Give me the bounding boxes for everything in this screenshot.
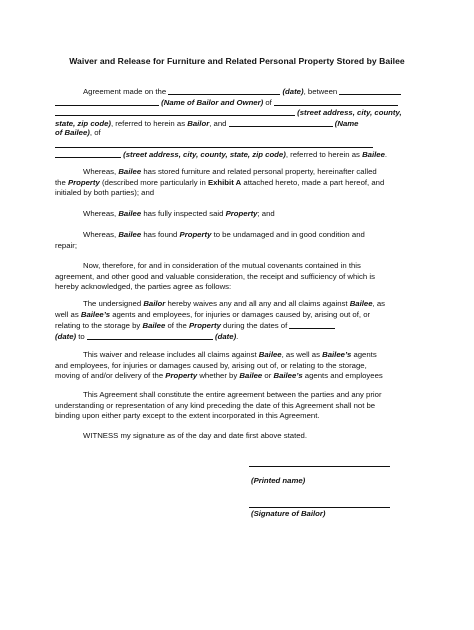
text-run: Bailee [239, 371, 263, 380]
paragraph-line [55, 299, 421, 310]
text-run: , as [372, 299, 386, 308]
text-run: agents [353, 350, 377, 359]
text-run: has found [143, 230, 178, 239]
text-run: Bailee [118, 209, 142, 218]
printed-name-label: (Printed name) [251, 476, 306, 485]
paragraph-line [55, 178, 421, 189]
text-run: ; and [257, 209, 275, 218]
paragraph-line [55, 320, 421, 331]
paragraph-line [55, 128, 421, 139]
text-run: , between [303, 87, 338, 96]
text-run: (street address, city, county, [297, 108, 402, 117]
text-run: Property [189, 321, 221, 330]
text-run: agents and employees, for injuries or damages caused by, arising out of, or [112, 309, 371, 319]
bailee-address-blank [55, 149, 121, 158]
text-run: Property [165, 371, 198, 380]
paragraph-line: repair; [55, 240, 77, 250]
text-run: of the [167, 321, 187, 330]
text-run: during the dates of [223, 321, 288, 330]
paragraph-line: Now, therefore, for and in consideration of the mutual covenants contained in this [83, 261, 361, 270]
witness-paragraph [55, 431, 421, 442]
paragraph-line [55, 167, 421, 178]
text-run: of Bailee) [55, 128, 90, 137]
paragraph-line [55, 209, 421, 220]
text-run: . [384, 150, 388, 159]
text-run: of [265, 97, 272, 107]
bailor-address-blank [55, 107, 295, 116]
text-run: to be undamaged and in good condition and [213, 230, 365, 239]
text-run: (Name of Bailor and Owner) [161, 97, 264, 107]
text-run: Bailor [187, 118, 210, 128]
text-run: , and [209, 118, 227, 128]
paragraph-line: This Agreement shall constitute the entire agreement between the parties and any prior [83, 390, 382, 399]
text-run: Bailor [143, 299, 166, 308]
bailee-name-blank [229, 118, 333, 127]
text-run: Whereas, [83, 230, 117, 239]
paragraph-line: hereby acknowledged, the parties agree as follows: [55, 282, 232, 291]
bailor-address-blank [274, 97, 398, 106]
text-run: Exhibit A [207, 177, 242, 187]
text-run: , referred to herein as [285, 150, 360, 159]
paragraph-line: WITNESS my signature as of the day and date first above stated. [83, 431, 308, 440]
text-run: (described more particularly in [101, 177, 206, 187]
text-run: (date) [55, 331, 77, 341]
release-scope-paragraph [55, 350, 421, 382]
text-run: has stored furniture and related personal property, hereinafter called [143, 167, 377, 176]
paragraph-line [55, 371, 421, 382]
paragraph-line: and employees, for injuries or damages caused by, arising out of, or relating to the storage, [55, 360, 367, 370]
paragraph-line [55, 118, 421, 129]
paragraph-line [55, 149, 421, 160]
paragraph-line [55, 86, 421, 97]
paragraph-line [55, 139, 421, 150]
text-run: or [264, 371, 272, 380]
paragraph-line: binding upon either party except to the extent incorporated in this Agreement. [55, 411, 320, 420]
text-run: Bailee’s [273, 371, 303, 380]
text-run: This waiver and release includes all claims against [83, 350, 257, 359]
paragraph-line: agreement, and other good and valuable consideration, the receipt and sufficiency of which is [55, 271, 375, 281]
text-run: moving of and/or delivery of the [55, 371, 164, 380]
text-run: has fully inspected said [143, 209, 224, 218]
signature-line[interactable] [249, 507, 390, 508]
text-run: (date) [282, 87, 304, 96]
paragraph-line [55, 331, 421, 342]
date-blank [168, 86, 280, 95]
start-date-blank [289, 320, 335, 329]
bailee-address-blank [55, 139, 373, 148]
text-run: (street address, city, county, state, zip code) [123, 150, 286, 159]
text-run: Property [67, 177, 100, 187]
text-run: , as well as [281, 350, 320, 359]
text-run: to [78, 331, 85, 341]
text-run: Whereas, [83, 167, 117, 176]
paragraph-line: initialed by both parties); and [55, 188, 155, 197]
paragraph-line [55, 97, 421, 108]
text-run: . [236, 331, 239, 341]
waiver-paragraph [55, 299, 421, 341]
paragraph-line: understanding or representation of any kind preceding the date of this Agreement shall not be [55, 400, 376, 410]
text-run: state, zip code) [55, 118, 111, 128]
text-run: whether by [199, 371, 238, 380]
text-run: attached hereto, made a part hereof, and [243, 177, 385, 187]
text-run: well as [55, 309, 79, 319]
text-run: (Name [334, 118, 359, 128]
consideration-paragraph [55, 261, 421, 293]
signature-label: (Signature of Bailor) [251, 509, 326, 518]
text-run: Bailee [258, 350, 282, 359]
whereas-stored-paragraph [55, 167, 421, 199]
printed-name-line[interactable] [249, 466, 390, 467]
text-run: agents and employees [304, 371, 383, 380]
text-run: Whereas, [83, 209, 117, 218]
text-run: Bailee [362, 150, 385, 159]
end-date-blank [87, 331, 213, 340]
whereas-condition-paragraph [55, 230, 421, 251]
paragraph-line [55, 310, 421, 321]
paragraph-line [55, 107, 421, 118]
text-run: Bailee [118, 230, 142, 239]
entire-agreement-paragraph [55, 390, 421, 422]
text-run: , referred to herein as [110, 118, 186, 128]
text-run: Bailee [118, 167, 142, 176]
text-run: , of [89, 128, 101, 137]
text-run: Bailee’s [80, 309, 111, 319]
bailor-name-blank [339, 86, 401, 95]
agreement-parties-paragraph [55, 86, 421, 160]
text-run: Bailee’s [322, 350, 352, 359]
text-run: Property [225, 209, 258, 218]
text-run: Property [179, 230, 212, 239]
bailor-name-blank [55, 97, 159, 106]
text-run: the [55, 177, 66, 187]
paragraph-line [55, 350, 421, 361]
text-run: hereby waives any and all any and all claims against [167, 299, 348, 308]
text-run: relating to the storage by [55, 321, 141, 330]
text-run: Bailee [349, 299, 373, 308]
paragraph-line [55, 230, 421, 241]
document-title: Waiver and Release for Furniture and Related Personal Property Stored by Bailee [69, 56, 405, 66]
text-run: Agreement made on the [83, 87, 167, 96]
text-run: Bailee [142, 321, 166, 330]
whereas-inspected-paragraph [55, 209, 421, 220]
text-run: (date) [215, 331, 237, 341]
text-run: The undersigned [83, 299, 142, 308]
